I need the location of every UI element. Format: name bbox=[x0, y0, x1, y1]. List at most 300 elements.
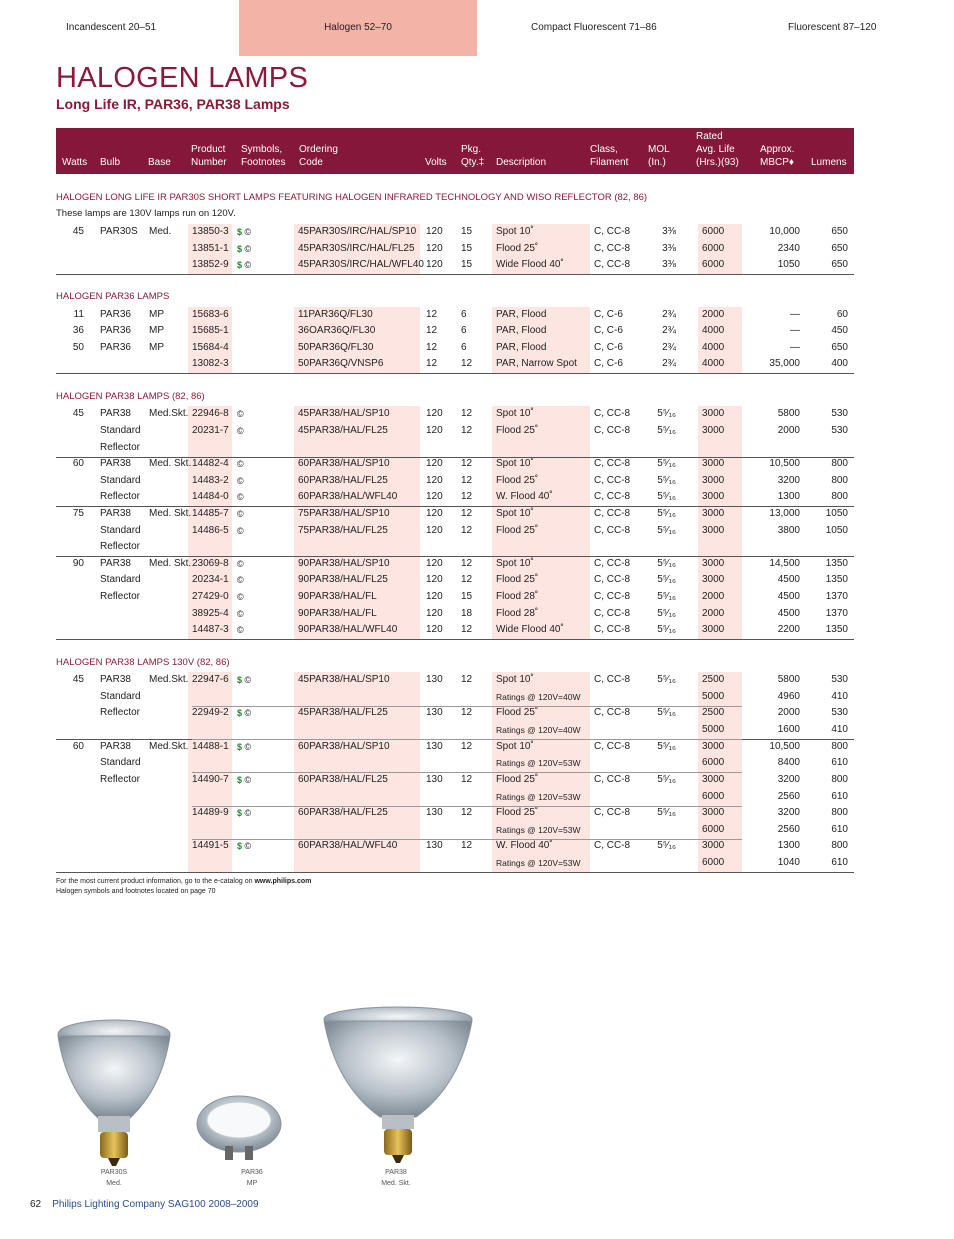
table-cell: MP bbox=[149, 309, 164, 320]
table-cell: 3000 bbox=[702, 508, 725, 519]
footnote-symbol: © bbox=[237, 509, 244, 519]
table-cell: 3200 bbox=[777, 807, 800, 818]
footnote-symbol: © bbox=[242, 808, 252, 818]
table-cell: 1600 bbox=[777, 724, 800, 735]
table-cell: 3000 bbox=[702, 458, 725, 469]
col-rated-life: Rated Avg. Life (Hrs.)(93) bbox=[696, 131, 739, 168]
page-title: HALOGEN LAMPS bbox=[56, 62, 309, 94]
table-cell: 1350 bbox=[825, 624, 848, 635]
table-cell: 5⁵⁄₁₆ bbox=[657, 508, 676, 519]
dollar-symbol: $ bbox=[237, 708, 243, 718]
table-cell: PAR36 bbox=[100, 342, 131, 353]
table-cell: 6000 bbox=[702, 243, 725, 254]
table-cell: Flood 25˚ bbox=[496, 807, 539, 818]
table-cell: PAR, Flood bbox=[496, 309, 547, 320]
table-cell: 12 bbox=[461, 840, 473, 851]
table-cell: 3000 bbox=[702, 840, 725, 851]
table-cell: 2¾ bbox=[662, 342, 676, 353]
section-title-par36: HALOGEN PAR36 LAMPS bbox=[56, 291, 170, 302]
table-cell: 12 bbox=[461, 674, 473, 685]
table-cell: 14,500 bbox=[769, 558, 800, 569]
table-cell: Flood 28˚ bbox=[496, 591, 539, 602]
lamp-caption-par30s: PAR30S Med. bbox=[100, 1169, 128, 1187]
table-cell: C, CC-8 bbox=[594, 226, 631, 237]
table-cell: 130 bbox=[426, 741, 443, 752]
table-cell: 5⁵⁄₁₆ bbox=[657, 574, 676, 585]
table-cell: 120 bbox=[426, 608, 443, 619]
subrow-divider bbox=[192, 806, 742, 807]
table-cell: C, CC-8 bbox=[594, 707, 631, 718]
table-cell: 10,500 bbox=[769, 741, 800, 752]
table-cell: Med. Skt. bbox=[149, 458, 192, 469]
table-cell: Standard bbox=[100, 757, 141, 768]
table-cell: 450 bbox=[831, 325, 848, 336]
table-cell: 120 bbox=[426, 425, 443, 436]
table-cell: Spot 10˚ bbox=[496, 226, 534, 237]
table-cell: 1300 bbox=[777, 840, 800, 851]
table-cell: 60 bbox=[72, 458, 84, 469]
table-cell: C, CC-8 bbox=[594, 591, 631, 602]
footnote-symbol: © bbox=[242, 708, 252, 718]
table-cell: C, CC-8 bbox=[594, 491, 631, 502]
par38-lamp-image bbox=[322, 1005, 474, 1165]
table-cell: 6 bbox=[461, 309, 467, 320]
table-cell: Med. Skt. bbox=[149, 558, 192, 569]
table-cell: 12 bbox=[461, 491, 473, 502]
table-cell: 3200 bbox=[777, 774, 800, 785]
table-cell: Med.Skt. bbox=[149, 674, 189, 685]
catalog-link[interactable]: www.philips.com bbox=[254, 878, 312, 885]
table-cell: 650 bbox=[831, 259, 848, 270]
page-footer bbox=[30, 1199, 259, 1210]
table-cell: 4000 bbox=[702, 342, 725, 353]
table-cell bbox=[237, 838, 251, 854]
table-cell: 1370 bbox=[825, 591, 848, 602]
dollar-symbol: $ bbox=[237, 244, 243, 254]
footnote-symbol: © bbox=[237, 492, 244, 502]
footnote-symbol: © bbox=[237, 459, 244, 469]
table-cell: 13852-9 bbox=[192, 259, 229, 270]
table-cell: 8400 bbox=[777, 757, 800, 768]
table-cell: PAR38 bbox=[100, 408, 131, 419]
footer-text: Philips Lighting Company SAG100 2008–2009 bbox=[52, 1199, 259, 1210]
table-cell: C, CC-8 bbox=[594, 840, 631, 851]
table-cell: 60 bbox=[72, 741, 84, 752]
tab-incandescent[interactable]: Incandescent 20–51 bbox=[66, 22, 157, 33]
table-cell: PAR, Flood bbox=[496, 342, 547, 353]
table-cell: 1050 bbox=[825, 508, 848, 519]
table-cell: C, CC-8 bbox=[594, 608, 631, 619]
table-cell: 12 bbox=[461, 475, 473, 486]
table-cell: Standard bbox=[100, 691, 141, 702]
table-cell: 60PAR38/HAL/FL25 bbox=[298, 774, 388, 785]
table-cell: 2000 bbox=[702, 591, 725, 602]
subrow-divider bbox=[192, 839, 742, 840]
table-cell: 14489-9 bbox=[192, 807, 229, 818]
table-cell: 10,000 bbox=[769, 226, 800, 237]
table-cell: Flood 25˚ bbox=[496, 774, 539, 785]
table-cell: 3000 bbox=[702, 408, 725, 419]
table-cell: 14491-5 bbox=[192, 840, 229, 851]
table-cell: 4500 bbox=[777, 608, 800, 619]
footnote-symbol: © bbox=[237, 609, 244, 619]
tab-halogen[interactable]: Halogen 52–70 bbox=[239, 0, 477, 56]
table-cell: Ratings @ 120V=53W bbox=[496, 858, 581, 868]
table-cell: 120 bbox=[426, 558, 443, 569]
par36-lamp-image bbox=[195, 1094, 283, 1164]
table-cell: 5⁵⁄₁₆ bbox=[657, 707, 676, 718]
table-cell: Reflector bbox=[100, 442, 141, 453]
par30s-lamp-image bbox=[56, 1018, 172, 1166]
table-cell: 90PAR38/HAL/FL25 bbox=[298, 574, 388, 585]
table-cell: 14482-4 bbox=[192, 458, 229, 469]
table-cell: C, CC-8 bbox=[594, 807, 631, 818]
table-cell: 5⁵⁄₁₆ bbox=[657, 807, 676, 818]
table-cell: 1050 bbox=[777, 259, 800, 270]
footnote-symbol: © bbox=[242, 675, 252, 685]
table-cell: 14485-7 bbox=[192, 508, 229, 519]
table-cell: Standard bbox=[100, 574, 141, 585]
footnote-symbol: © bbox=[237, 426, 244, 436]
table-cell: 5⁵⁄₁₆ bbox=[657, 840, 676, 851]
table-cell bbox=[237, 705, 251, 721]
subrow-divider bbox=[192, 739, 742, 740]
table-cell bbox=[237, 473, 244, 489]
subrow-divider bbox=[192, 706, 742, 707]
table-cell: PAR38 bbox=[100, 508, 131, 519]
table-cell: 14486-5 bbox=[192, 525, 229, 536]
table-cell: 45PAR38/HAL/SP10 bbox=[298, 408, 390, 419]
table-cell: 6 bbox=[461, 325, 467, 336]
table-cell: 6000 bbox=[702, 226, 725, 237]
table-cell: C, CC-8 bbox=[594, 741, 631, 752]
col-watts: Watts bbox=[62, 157, 88, 168]
table-cell: 4000 bbox=[702, 358, 725, 369]
dollar-symbol: $ bbox=[237, 260, 243, 270]
table-cell: 38925-4 bbox=[192, 608, 229, 619]
table-cell: 14487-3 bbox=[192, 624, 229, 635]
table-cell: 610 bbox=[831, 857, 848, 868]
table-cell: Reflector bbox=[100, 541, 141, 552]
table-cell: Spot 10˚ bbox=[496, 674, 534, 685]
col-symbols: Symbols, Footnotes bbox=[241, 144, 286, 168]
dollar-symbol: $ bbox=[237, 841, 243, 851]
table-cell: 130 bbox=[426, 774, 443, 785]
table-cell: C, CC-8 bbox=[594, 525, 631, 536]
dollar-symbol: $ bbox=[237, 808, 243, 818]
table-cell: 5000 bbox=[702, 724, 725, 735]
table-cell: 5⁵⁄₁₆ bbox=[657, 674, 676, 685]
table-cell: PAR38 bbox=[100, 741, 131, 752]
table-cell: 3800 bbox=[777, 525, 800, 536]
table-cell: PAR, Narrow Spot bbox=[496, 358, 577, 369]
table-cell: 5800 bbox=[777, 674, 800, 685]
table-cell: 60PAR38/HAL/WFL40 bbox=[298, 491, 398, 502]
table-cell: 2000 bbox=[777, 425, 800, 436]
table-cell: 13082-3 bbox=[192, 358, 229, 369]
table-cell: 130 bbox=[426, 840, 443, 851]
table-cell: PAR38 bbox=[100, 674, 131, 685]
table-cell: Ratings @ 120V=40W bbox=[496, 692, 581, 702]
table-cell: 530 bbox=[831, 425, 848, 436]
table-cell: 800 bbox=[831, 741, 848, 752]
row-divider bbox=[56, 556, 854, 557]
table-cell: 22946-8 bbox=[192, 408, 229, 419]
table-cell: 5⁵⁄₁₆ bbox=[657, 591, 676, 602]
table-cell: 36 bbox=[72, 325, 84, 336]
table-cell: PAR36 bbox=[100, 325, 131, 336]
table-cell: C, CC-8 bbox=[594, 408, 631, 419]
table-cell: Ratings @ 120V=53W bbox=[496, 825, 581, 835]
table-cell: — bbox=[790, 325, 800, 336]
table-cell: 6000 bbox=[702, 757, 725, 768]
table-cell: 15 bbox=[461, 591, 473, 602]
table-cell: 11 bbox=[73, 309, 84, 320]
table-cell: Flood 28˚ bbox=[496, 608, 539, 619]
section-title-par30s: HALOGEN LONG LIFE IR PAR30S SHORT LAMPS FEATURING HALOGEN INFRARED TECHNOLOGY AND WISO REFLECTOR (82, 86) bbox=[56, 192, 648, 203]
table-cell bbox=[237, 622, 244, 638]
footnote-symbol: © bbox=[242, 244, 252, 254]
table-cell: 3000 bbox=[702, 558, 725, 569]
table-cell: 2000 bbox=[702, 309, 725, 320]
table-cell: 60PAR38/HAL/SP10 bbox=[298, 458, 390, 469]
table-cell: 60PAR38/HAL/WFL40 bbox=[298, 840, 398, 851]
row-divider bbox=[56, 457, 854, 458]
footnote-symbol: © bbox=[242, 742, 252, 752]
footnote-symbol: © bbox=[237, 559, 244, 569]
table-cell: 22949-2 bbox=[192, 707, 229, 718]
table-cell: 4000 bbox=[702, 325, 725, 336]
table-cell: 120 bbox=[426, 525, 443, 536]
footnote-catalog-text: For the most current product information, go to the e-catalog on bbox=[56, 878, 255, 885]
table-cell: 3000 bbox=[702, 741, 725, 752]
table-cell: 75PAR38/HAL/SP10 bbox=[298, 508, 390, 519]
table-cell: Flood 25˚ bbox=[496, 707, 539, 718]
table-cell: 12 bbox=[461, 525, 473, 536]
table-cell: Flood 25˚ bbox=[496, 475, 539, 486]
table-cell: 13850-3 bbox=[192, 226, 229, 237]
table-cell bbox=[237, 556, 244, 572]
table-cell: 12 bbox=[461, 574, 473, 585]
table-cell: 5⁵⁄₁₆ bbox=[657, 491, 676, 502]
table-cell: 120 bbox=[426, 259, 443, 270]
table-cell: 6000 bbox=[702, 824, 725, 835]
table-cell: 2560 bbox=[777, 824, 800, 835]
table-cell: — bbox=[790, 342, 800, 353]
table-cell: 5⁵⁄₁₆ bbox=[657, 624, 676, 635]
table-cell: 12 bbox=[461, 774, 473, 785]
table-cell: 90PAR38/HAL/WFL40 bbox=[298, 624, 398, 635]
table-cell bbox=[237, 406, 244, 422]
col-base: Base bbox=[148, 157, 171, 168]
table-cell: 3200 bbox=[777, 475, 800, 486]
table-cell: Flood 25˚ bbox=[496, 525, 539, 536]
table-cell: Med.Skt. bbox=[149, 741, 189, 752]
table-cell: 130 bbox=[426, 707, 443, 718]
table-cell: 610 bbox=[831, 824, 848, 835]
table-cell: C, CC-8 bbox=[594, 558, 631, 569]
table-cell: 6000 bbox=[702, 857, 725, 868]
table-cell: 12 bbox=[461, 741, 473, 752]
table-cell: 13,000 bbox=[769, 508, 800, 519]
dollar-symbol: $ bbox=[237, 227, 243, 237]
table-cell bbox=[237, 739, 251, 755]
table-cell: 60PAR38/HAL/SP10 bbox=[298, 741, 390, 752]
table-cell: 12 bbox=[461, 408, 473, 419]
table-cell: PAR, Flood bbox=[496, 325, 547, 336]
footnote-catalog bbox=[56, 878, 311, 885]
table-cell: 5⁵⁄₁₆ bbox=[657, 475, 676, 486]
table-cell: 2000 bbox=[777, 707, 800, 718]
table-cell: 3000 bbox=[702, 574, 725, 585]
table-cell: 5⁵⁄₁₆ bbox=[657, 458, 676, 469]
table-cell: 530 bbox=[831, 408, 848, 419]
table-cell: 1350 bbox=[825, 558, 848, 569]
col-pkg-qty: Pkg. Qty.‡ bbox=[461, 144, 485, 168]
table-cell bbox=[237, 772, 251, 788]
table-cell bbox=[237, 672, 251, 688]
tab-compact-fluorescent[interactable]: Compact Fluorescent 71–86 bbox=[531, 22, 657, 33]
table-cell: 60PAR38/HAL/FL25 bbox=[298, 807, 388, 818]
table-cell: 45 bbox=[72, 674, 84, 685]
table-cell: 14484-0 bbox=[192, 491, 229, 502]
table-cell: 45PAR38/HAL/FL25 bbox=[298, 425, 388, 436]
table-cell: 45PAR30S/IRC/HAL/SP10 bbox=[298, 226, 417, 237]
table-cell: 12 bbox=[426, 309, 438, 320]
section-nav bbox=[0, 0, 954, 56]
table-cell: 12 bbox=[461, 425, 473, 436]
table-cell: 5⁵⁄₁₆ bbox=[657, 741, 676, 752]
table-cell: 5⁵⁄₁₆ bbox=[657, 608, 676, 619]
table-cell: C, C-6 bbox=[594, 325, 623, 336]
table-cell: 3000 bbox=[702, 624, 725, 635]
table-cell: C, CC-8 bbox=[594, 674, 631, 685]
table-cell: C, CC-8 bbox=[594, 624, 631, 635]
tab-fluorescent[interactable]: Fluorescent 87–120 bbox=[788, 22, 877, 33]
table-cell: C, C-6 bbox=[594, 309, 623, 320]
table-cell: 50PAR36Q/VNSP6 bbox=[298, 358, 384, 369]
section-title-par38: HALOGEN PAR38 LAMPS (82, 86) bbox=[56, 391, 205, 402]
table-cell: 12 bbox=[461, 707, 473, 718]
table-cell bbox=[237, 589, 244, 605]
table-cell: Standard bbox=[100, 425, 141, 436]
table-cell: 45PAR38/HAL/SP10 bbox=[298, 674, 390, 685]
table-cell: 12 bbox=[461, 358, 473, 369]
table-cell: 35,000 bbox=[769, 358, 800, 369]
table-cell: 5⁵⁄₁₆ bbox=[657, 408, 676, 419]
dollar-symbol: $ bbox=[237, 742, 243, 752]
table-cell: Spot 10˚ bbox=[496, 408, 534, 419]
table-cell: 1350 bbox=[825, 574, 848, 585]
table-cell: 3000 bbox=[702, 425, 725, 436]
page-number: 62 bbox=[30, 1199, 42, 1210]
footnote-symbol: © bbox=[242, 260, 252, 270]
table-cell: 12 bbox=[426, 358, 438, 369]
col-class-filament: Class, Filament bbox=[590, 144, 629, 168]
table-cell: 130 bbox=[426, 807, 443, 818]
row-divider bbox=[56, 274, 854, 275]
section-note-par30s: These lamps are 130V lamps run on 120V. bbox=[56, 208, 236, 219]
table-cell: 14490-7 bbox=[192, 774, 229, 785]
table-cell: C, CC-8 bbox=[594, 574, 631, 585]
table-cell: 120 bbox=[426, 243, 443, 254]
footnote-symbol: © bbox=[242, 227, 252, 237]
table-cell bbox=[237, 506, 244, 522]
table-cell: 400 bbox=[831, 358, 848, 369]
table-cell: 2560 bbox=[777, 791, 800, 802]
table-cell bbox=[237, 489, 244, 505]
table-cell: PAR38 bbox=[100, 458, 131, 469]
table-cell: 2¾ bbox=[662, 358, 676, 369]
table-cell: C, CC-8 bbox=[594, 259, 631, 270]
table-cell: 120 bbox=[426, 491, 443, 502]
table-cell bbox=[237, 423, 244, 439]
table-cell: 50 bbox=[72, 342, 84, 353]
table-cell: 120 bbox=[426, 624, 443, 635]
table-cell: 60PAR38/HAL/FL25 bbox=[298, 475, 388, 486]
col-mol: MOL (In.) bbox=[648, 144, 670, 168]
table-cell: 2000 bbox=[702, 608, 725, 619]
table-cell: 530 bbox=[831, 707, 848, 718]
table-cell: — bbox=[790, 309, 800, 320]
table-cell: Med.Skt. bbox=[149, 408, 189, 419]
table-cell: 2¾ bbox=[662, 325, 676, 336]
table-cell: Flood 25˚ bbox=[496, 574, 539, 585]
row-divider bbox=[56, 639, 854, 640]
table-cell: 2500 bbox=[702, 674, 725, 685]
table-cell: 410 bbox=[831, 691, 848, 702]
table-cell: 5⁵⁄₁₆ bbox=[657, 525, 676, 536]
col-ordering-code: Ordering Code bbox=[299, 144, 338, 168]
footnote-symbol: © bbox=[237, 476, 244, 486]
table-cell: Spot 10˚ bbox=[496, 741, 534, 752]
table-cell bbox=[237, 224, 251, 240]
table-cell: 120 bbox=[426, 458, 443, 469]
table-cell: 800 bbox=[831, 807, 848, 818]
table-cell: 15683-6 bbox=[192, 309, 229, 320]
table-cell: 3000 bbox=[702, 525, 725, 536]
footnote-symbol: © bbox=[242, 841, 252, 851]
dollar-symbol: $ bbox=[237, 675, 243, 685]
table-cell: Reflector bbox=[100, 774, 141, 785]
table-cell bbox=[237, 606, 244, 622]
table-cell: 12 bbox=[426, 342, 438, 353]
lamp-caption-par36: PAR36 MP bbox=[241, 1169, 263, 1187]
table-cell: 60 bbox=[836, 309, 848, 320]
table-cell: 14483-2 bbox=[192, 475, 229, 486]
table-cell: 10,500 bbox=[769, 458, 800, 469]
lamp-caption-par38: PAR38 Med. Skt. bbox=[381, 1169, 411, 1187]
table-cell: 12 bbox=[461, 624, 473, 635]
table-cell: Wide Flood 40˚ bbox=[496, 624, 564, 635]
footnote-symbol: © bbox=[237, 526, 244, 536]
table-cell: 12 bbox=[461, 508, 473, 519]
table-cell: 800 bbox=[831, 774, 848, 785]
col-product-number: Product Number bbox=[191, 144, 227, 168]
table-cell: 15685-1 bbox=[192, 325, 229, 336]
table-cell: 3⅜ bbox=[662, 259, 676, 270]
table-cell: 50PAR36Q/FL30 bbox=[298, 342, 374, 353]
table-cell: 12 bbox=[461, 458, 473, 469]
table-cell: C, CC-8 bbox=[594, 458, 631, 469]
subrow-divider bbox=[192, 772, 742, 773]
dollar-symbol: $ bbox=[237, 775, 243, 785]
table-cell: C, C-6 bbox=[594, 342, 623, 353]
table-cell: 2340 bbox=[777, 243, 800, 254]
footnote-symbol: © bbox=[237, 625, 244, 635]
table-cell: Med. bbox=[149, 226, 172, 237]
table-cell: 120 bbox=[426, 574, 443, 585]
